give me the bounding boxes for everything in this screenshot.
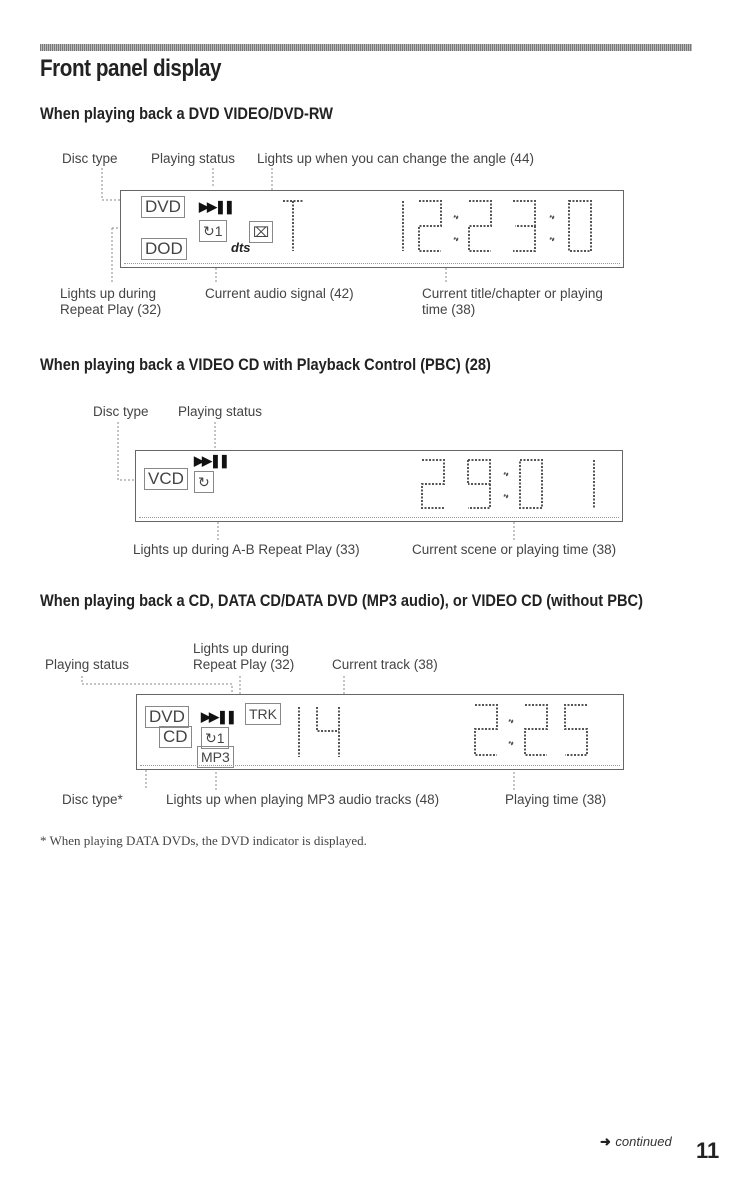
vcd-section-heading: When playing back a VIDEO CD with Playback Control (PBC) (28) [40,355,491,374]
cd-disc-cd-indicator: CD [159,726,192,748]
play-pause-icon: ▶▶❚❚ [201,709,235,724]
dvd-format-indicator: DOD [141,238,187,260]
arrow-right-icon: ➜ [600,1134,611,1149]
play-pause-icon: ▶▶❚❚ [199,199,233,214]
vcd-disc-type-label: Disc type [93,404,149,419]
dvd-leader-lines [0,0,750,330]
vcd-front-panel [135,450,623,522]
vcd-scene-label: Current scene or playing time (38) [412,542,617,557]
dvd-repeat-label-line2: Repeat Play (32) [60,302,162,317]
ab-repeat-icon: ↻ [194,471,214,493]
cd-playing-time-label: Playing time (38) [505,792,607,807]
vcd-disc-indicator: VCD [144,468,188,490]
dvd-repeat-label-line1: Lights up during [60,286,157,301]
cd-track-segment-readout [287,701,357,765]
dvd-segment-readout [273,195,618,263]
dvd-section-heading: When playing back a DVD VIDEO/DVD-RW [40,104,333,123]
vcd-ab-repeat-label: Lights up during A-B Repeat Play (33) [133,542,360,557]
vcd-playing-status-label: Playing status [178,404,263,419]
dvd-playing-status-label: Playing status [151,151,236,166]
angle-icon: ⌧ [249,221,273,243]
dvd-audio-label: Current audio signal (42) [205,286,354,301]
cd-time-segment-readout [463,699,621,765]
play-pause-icon: ▶▶❚❚ [194,453,228,468]
cd-repeat-label-line1: Lights up during [193,641,290,656]
mp3-indicator: MP3 [197,746,234,768]
dvd-disc-indicator: DVD [141,196,185,218]
dvd-time-label-line2: time (38) [422,302,476,317]
dvd-front-panel [120,190,624,268]
footnote: * When playing DATA DVDs, the DVD indicator is displayed. [40,833,367,848]
page-number: 11 [696,1138,720,1163]
cd-front-panel [136,694,624,770]
cd-disc-dvd-indicator: DVD [145,706,189,728]
cd-mp3-label: Lights up when playing MP3 audio tracks (48) [166,792,440,807]
cd-section-heading: When playing back a CD, DATA CD/DATA DVD (MP3 audio), or VIDEO CD (without PBC) [40,591,643,610]
vcd-segment-readout [408,454,618,516]
repeat-icon: ↻1 [201,727,229,749]
dts-indicator: dts [231,240,251,255]
cd-disc-type-label: Disc type* [62,792,123,807]
footer [600,1133,672,1151]
dvd-angle-label: Lights up when you can change the angle (44) [257,151,534,166]
cd-repeat-label-line2: Repeat Play (32) [193,657,295,672]
page-title: Front panel display [40,55,222,82]
cd-playing-status-label: Playing status [45,657,130,672]
dvd-time-label-line1: Current title/chapter or playing [422,286,603,301]
continued-label: continued [615,1134,672,1149]
dvd-disc-type-label: Disc type [62,151,118,166]
trk-indicator: TRK [245,703,281,725]
cd-track-label: Current track (38) [332,657,438,672]
repeat-icon: ↻1 [199,220,227,242]
